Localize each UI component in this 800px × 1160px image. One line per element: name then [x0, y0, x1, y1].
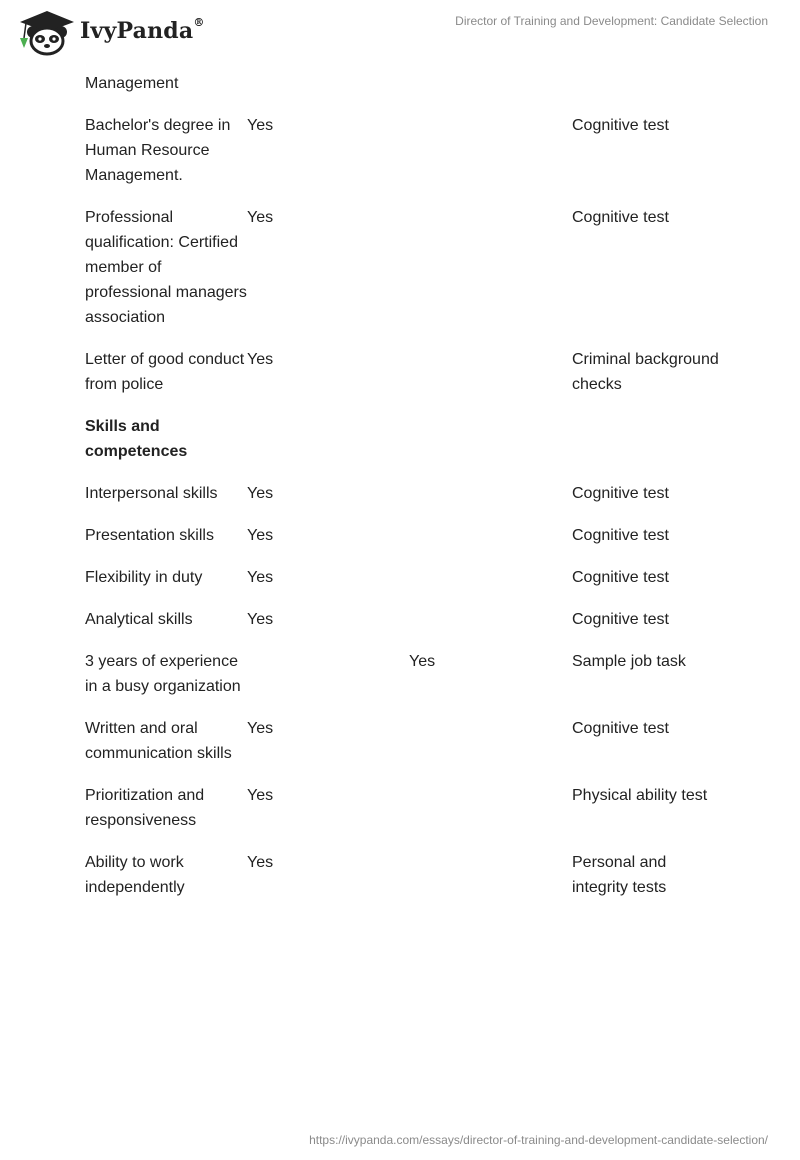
criterion-cell: Letter of good conduct from police: [85, 351, 245, 393]
criterion-cell: Flexibility in duty: [85, 569, 203, 586]
method-cell: Cognitive test: [572, 209, 669, 226]
method-cell: Cognitive test: [572, 485, 669, 502]
essential-cell: Yes: [247, 351, 274, 368]
continued-cell-fragment: Management: [85, 75, 179, 92]
desirable-cell: [409, 607, 572, 632]
essential-cell: Yes: [247, 209, 274, 226]
table-row: [85, 649, 765, 699]
table-row: [85, 716, 765, 766]
method-cell: Cognitive test: [572, 527, 669, 544]
desirable-cell: [409, 481, 572, 506]
essential-cell: Yes: [247, 569, 274, 586]
source-url[interactable]: https://ivypanda.com/essays/director-of-training-and-development-candidate-selection/: [309, 1133, 768, 1147]
essential-cell: Yes: [247, 854, 274, 871]
criterion-cell: Professional qualification: Certified member of professional managers association: [85, 209, 247, 326]
method-cell: Cognitive test: [572, 117, 669, 134]
selection-criteria-table: [85, 71, 765, 917]
running-title: Director of Training and Development: Candidate Selection: [455, 14, 768, 28]
desirable-cell: [409, 783, 572, 833]
method-cell: Physical ability test: [572, 787, 708, 804]
panda-logo-icon[interactable]: [16, 8, 78, 56]
criterion-cell: Presentation skills: [85, 527, 214, 544]
essential-cell: [247, 649, 409, 699]
essential-cell: [247, 414, 409, 464]
criterion-cell: Written and oral communication skills: [85, 720, 232, 762]
table-row: [85, 205, 765, 330]
essential-cell: Yes: [247, 611, 274, 628]
method-cell: [572, 414, 722, 464]
table-row: [85, 783, 765, 833]
table-row: [85, 113, 765, 188]
page-header: [0, 0, 800, 60]
table-row: [85, 347, 765, 397]
essential-cell: Yes: [247, 527, 274, 544]
method-cell: Cognitive test: [572, 720, 669, 737]
desirable-cell: [409, 205, 572, 330]
table-section-header: [85, 414, 765, 464]
criterion-cell: Bachelor's degree in Human Resource Management.: [85, 117, 231, 184]
desirable-cell: [409, 347, 572, 397]
criterion-cell: Prioritization and responsiveness: [85, 787, 205, 829]
table-row: [85, 523, 765, 548]
table-row: [85, 850, 765, 900]
essential-cell: Yes: [247, 485, 274, 502]
desirable-cell: [409, 523, 572, 548]
method-cell: Criminal background checks: [572, 351, 719, 393]
desirable-cell: Yes: [409, 653, 436, 670]
method-cell: Sample job task: [572, 653, 686, 670]
criterion-cell: 3 years of experience in a busy organization: [85, 653, 241, 695]
desirable-cell: [409, 850, 572, 900]
essential-cell: Yes: [247, 720, 274, 737]
desirable-cell: [409, 414, 572, 464]
criterion-cell: Skills and competences: [85, 418, 188, 460]
table-body: [85, 113, 765, 900]
criterion-cell: Interpersonal skills: [85, 485, 218, 502]
table-row: [85, 481, 765, 506]
method-cell: Cognitive test: [572, 569, 669, 586]
brand-name[interactable]: IvyPanda®: [80, 16, 205, 44]
essential-cell: Yes: [247, 117, 274, 134]
criterion-cell: Analytical skills: [85, 611, 193, 628]
desirable-cell: [409, 716, 572, 766]
method-cell: Cognitive test: [572, 611, 669, 628]
method-cell: Personal and integrity tests: [572, 854, 667, 896]
desirable-cell: [409, 565, 572, 590]
criterion-cell: Ability to work independently: [85, 854, 185, 896]
desirable-cell: [409, 113, 572, 188]
essential-cell: Yes: [247, 787, 274, 804]
table-row: [85, 565, 765, 590]
table-row: [85, 607, 765, 632]
